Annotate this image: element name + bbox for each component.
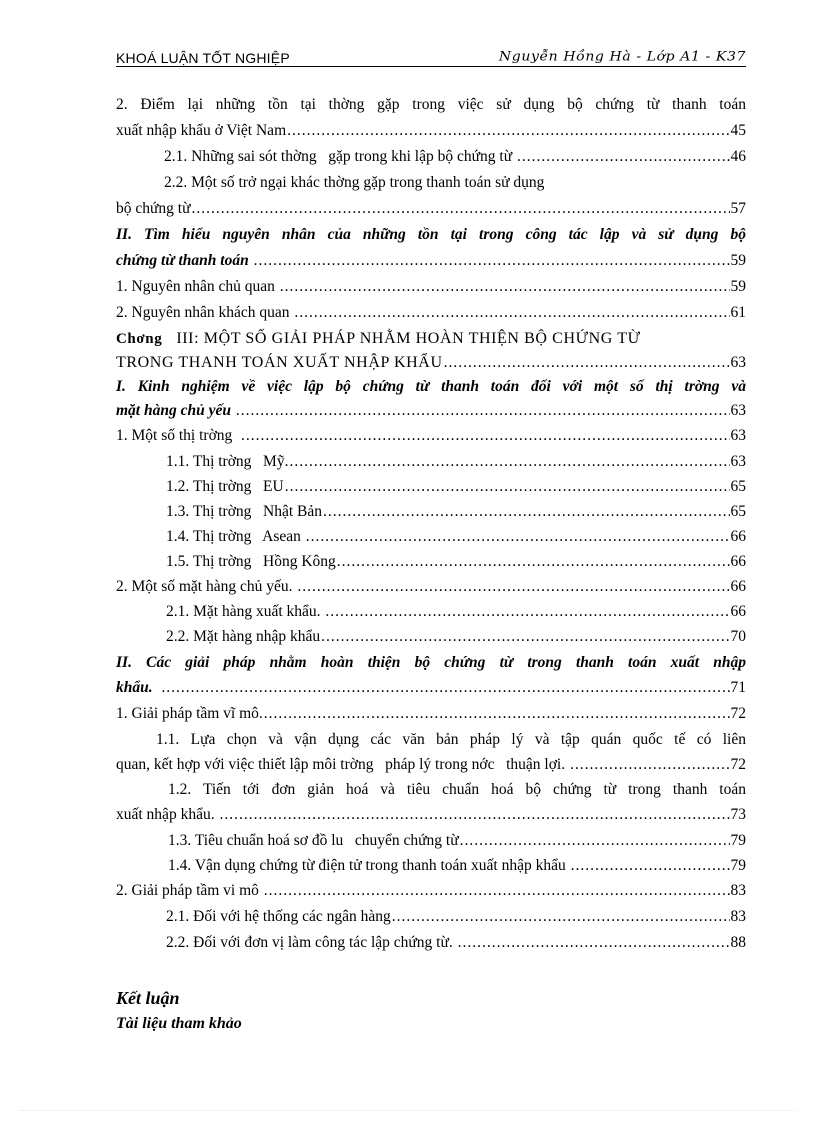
toc-entry: 2.1. Đối với hệ thống các ngân hàng ..... 83: [116, 907, 746, 927]
toc-entry: 1.5. Thị trờng Hồng Kông ..... 66: [116, 552, 746, 572]
toc-entry: xuất nhập khẩu ở Việt Nam ..... 45: [116, 121, 746, 141]
toc-entry: 1. Nguyên nhân chủ quan ..... 59: [116, 277, 746, 297]
toc-entry: xuất nhập khẩu. ..... 73: [116, 805, 746, 825]
toc-entry: chứng từ thanh toán ..... 59: [116, 251, 746, 271]
toc-entry: 1.3. Tiêu chuẩn hoá sơ đồ lu chuyển chứng từ ..... 79: [116, 831, 746, 851]
references-heading: Tài liệu tham khảo: [116, 1015, 242, 1032]
conclusion-heading: Kết luận: [116, 988, 180, 1008]
header-title: KHOÁ LUẬN TỐT NGHIỆP: [116, 50, 290, 66]
toc-section-heading: I. Kinh nghiệm về việc lập bộ chứng từ thanh toán đối với một số thị trờng và: [116, 378, 746, 395]
page-bottom-divider: [20, 1110, 796, 1111]
toc-entry: 1.4. Vận dụng chứng từ điện tử trong thanh toán xuất nhập khẩu ..... 79: [116, 856, 746, 876]
toc-entry: 1. Giải pháp tầm vĩ mô. ..... 72: [116, 704, 746, 724]
toc-entry: 2.2. Mặt hàng nhập khẩu ..... 70: [116, 627, 746, 647]
toc-entry: quan, kết hợp với việc thiết lập môi trờng pháp lý trong nớc thuận lợi. ..... 72: [116, 755, 746, 775]
toc-entry: TRONG THANH TOÁN XUẤT NHẬP KHẨU ..... 63: [116, 353, 746, 373]
page-header: [116, 50, 746, 67]
toc-entry: 2.1. Mặt hàng xuất khẩu. ..... 66: [116, 602, 746, 622]
toc-entry: 1.1. Thị trờng Mỹ. ..... 63: [116, 452, 746, 472]
toc-entry: 2. Một số mặt hàng chủ yếu. ..... 66: [116, 577, 746, 597]
toc-entry: 2. Điểm lại những tồn tại thờng gặp trong việc sử dụng bộ chứng từ thanh toán: [116, 96, 746, 113]
toc-entry: 2. Nguyên nhân khách quan ..... 61: [116, 303, 746, 323]
toc-section-heading: II. Tìm hiểu nguyên nhân của những tồn tại trong công tác lập và sử dụng bộ: [116, 226, 746, 243]
toc-entry: 1.2. Thị trờng EU ..... 65: [116, 477, 746, 497]
toc-entry: 1.1. Lựa chọn và vận dụng các văn bản pháp lý và tập quán quốc tế có liên: [156, 731, 746, 748]
toc-entry: mặt hàng chủ yếu ..... 63: [116, 401, 746, 421]
toc-entry: 2.2. Đối với đơn vị làm công tác lập chứng từ. ..... 88: [116, 933, 746, 953]
toc-entry: khẩu. ..... 71: [116, 678, 746, 698]
header-author: Nguyễn Hồng Hà - Lớp A1 - K37: [498, 49, 746, 65]
toc-entry: 2.2. Một số trở ngại khác thờng gặp trong thanh toán sử dụng: [164, 174, 545, 191]
toc-entry: 1. Một số thị trờng ..... 63: [116, 426, 746, 446]
toc-entry: 1.4. Thị trờng Asean ..... 66: [116, 527, 746, 547]
toc-entry: bộ chứng từ ..... 57: [116, 199, 746, 219]
toc-section-heading: II. Các giải pháp nhằm hoàn thiện bộ chứng từ trong thanh toán xuất nhập: [116, 654, 746, 671]
toc-entry: 1.3. Thị trờng Nhật Bản ..... 65: [116, 502, 746, 522]
toc-entry: 2. Giải pháp tầm vi mô ..... 83: [116, 881, 746, 901]
toc-entry: 1.2. Tiến tới đơn giản hoá và tiêu chuẩn hoá bộ chứng từ trong thanh toán: [168, 781, 746, 798]
toc-chapter-heading: Chơng III: MỘT SỐ GIẢI PHÁP NHẰM HOÀN THIỆN BỘ CHỨNG TỪ: [116, 330, 641, 347]
toc-entry: 2.1. Những sai sót thờng gặp trong khi lập bộ chứng từ ..... 46: [116, 147, 746, 167]
